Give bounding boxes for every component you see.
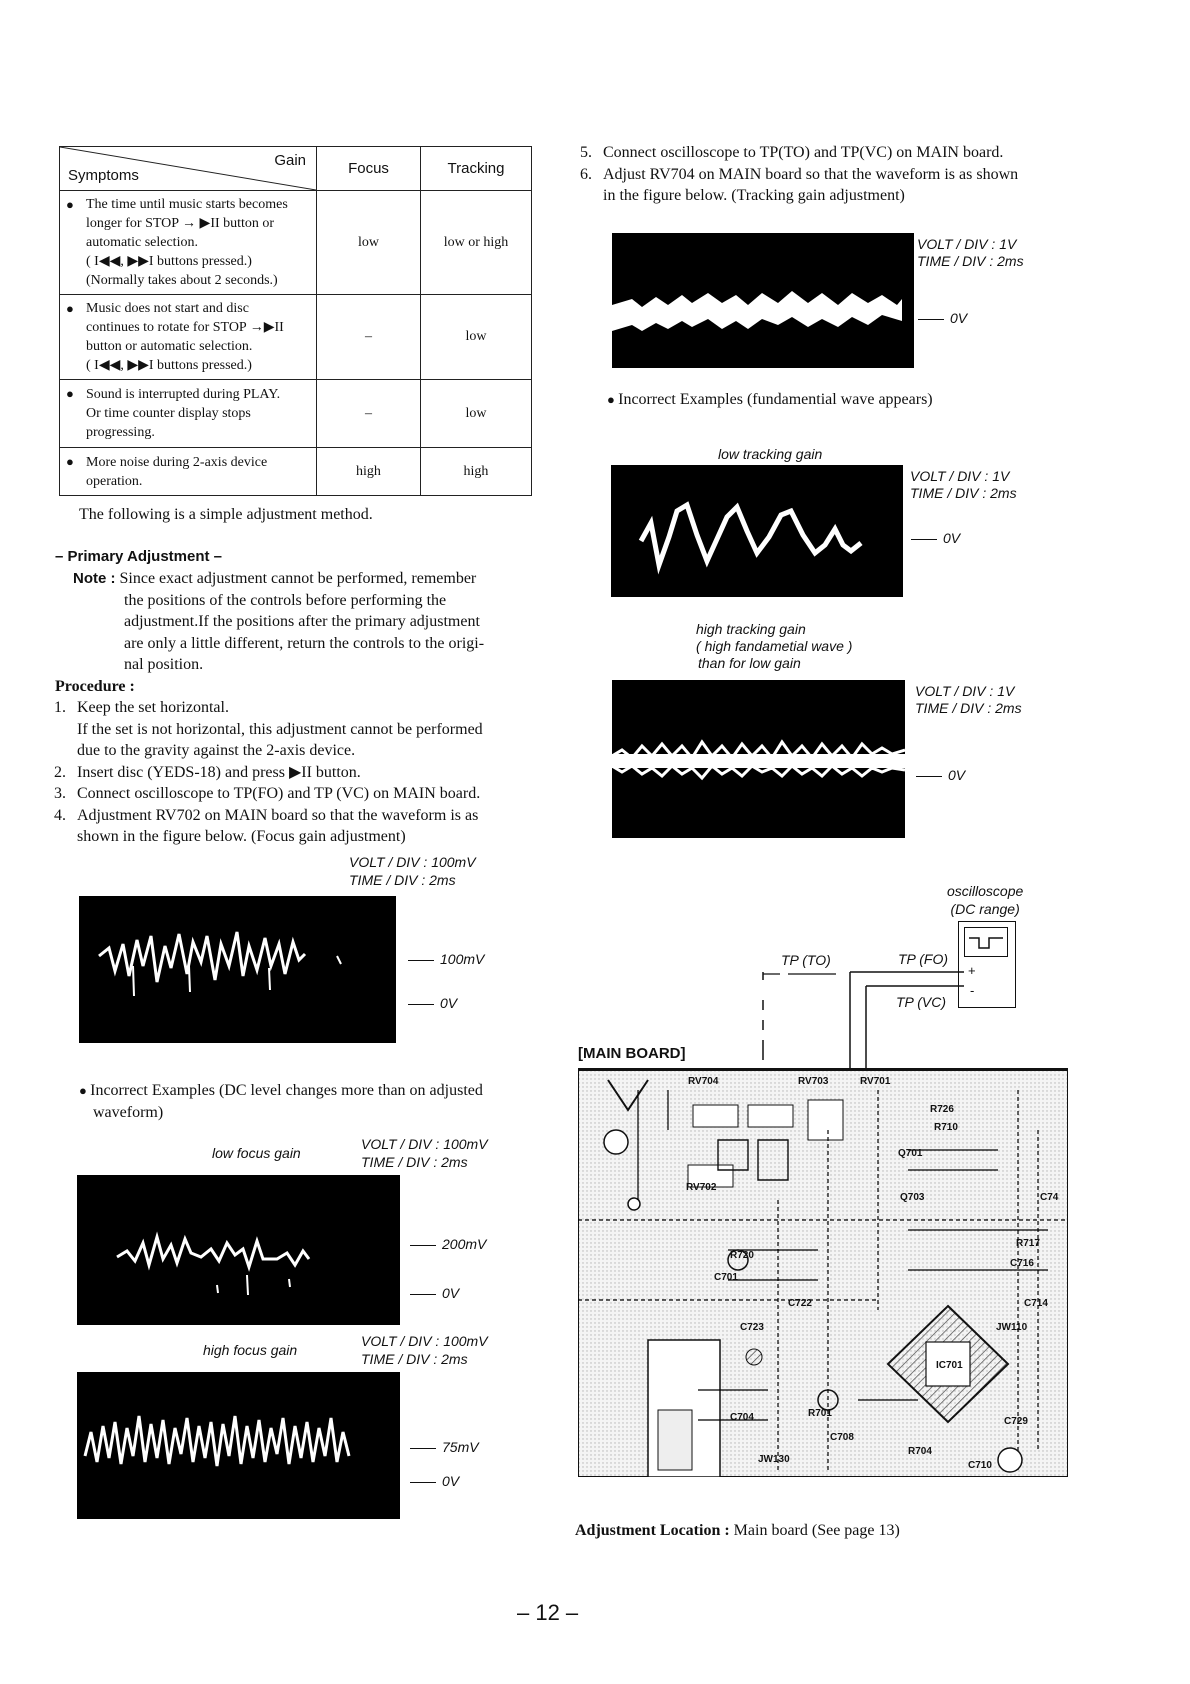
tracking-value: low (421, 295, 532, 380)
low-focus-gain-label: low focus gain (212, 1145, 301, 1161)
table-row: ● More noise during 2-axis device operation. high high (60, 448, 532, 496)
list-item: 6. Adjust RV704 on MAIN board so that the waveform is as shown in the figure below. (Tracking gain adjustment) (580, 165, 1019, 204)
main-board-pcb (578, 1068, 1068, 1477)
pcb-label: R701 (808, 1408, 832, 1419)
low-focus-settings: VOLT / DIV : 100mV TIME / DIV : 2ms (361, 1136, 488, 1170)
focus-0v-marker: 0V (408, 995, 457, 1011)
tracking-0v-marker: 0V (918, 310, 967, 326)
pcb-label: C74 (1040, 1192, 1059, 1203)
pcb-label: RV704 (688, 1076, 719, 1087)
gain-header: Gain (274, 152, 306, 169)
focus-100mv-marker: 100mV (408, 951, 484, 967)
intro-text: The following is a simple adjustment method. (79, 506, 373, 523)
tp-vc-label: TP (VC) (896, 994, 947, 1010)
high-focus-settings: VOLT / DIV : 100mV TIME / DIV : 2ms (361, 1333, 488, 1367)
high-tracking-settings: VOLT / DIV : 1V TIME / DIV : 2ms (915, 683, 1022, 716)
pcb-label: C714 (1024, 1298, 1048, 1309)
focus-gain-waveform (79, 896, 396, 1043)
list-item: 5. Connect oscilloscope to TP(TO) and TP(VC) on MAIN board. (580, 144, 1004, 161)
low-focus-0v-marker: 0V (410, 1285, 459, 1301)
pcb-label: C710 (968, 1460, 992, 1471)
tp-to-label: TP (TO) (781, 952, 831, 968)
probe-plus: + (968, 963, 976, 978)
tracking-steps (580, 142, 1060, 207)
focus-scope-settings: VOLT / DIV : 100mV TIME / DIV : 2ms (349, 854, 476, 888)
main-board-label: [MAIN BOARD] (578, 1045, 686, 1062)
low-tracking-0v-marker: 0V (911, 530, 960, 546)
high-focus-75mv-marker: 75mV (410, 1439, 479, 1455)
note-label: Note : (73, 570, 116, 587)
tracking-scope-settings: VOLT / DIV : 1V TIME / DIV : 2ms (917, 236, 1024, 269)
pcb-label: C729 (1004, 1416, 1028, 1427)
pcb-label: RV703 (798, 1076, 829, 1087)
pcb-label: RV701 (860, 1076, 891, 1087)
pcb-label: C704 (730, 1412, 754, 1423)
tracking-gain-waveform (612, 233, 914, 368)
table-header-diagonal-cell (60, 147, 317, 191)
low-focus-200mv-marker: 200mV (410, 1236, 486, 1252)
focus-header: Focus (317, 147, 421, 191)
pcb-label: R710 (934, 1122, 958, 1133)
focus-value: – (317, 295, 421, 380)
tracking-incorrect-heading: ● Incorrect Examples (fundamential wave appears) (607, 391, 933, 408)
low-tracking-settings: VOLT / DIV : 1V TIME / DIV : 2ms (910, 468, 1017, 501)
pcb-label: JW130 (758, 1454, 790, 1465)
tracking-header: Tracking (421, 147, 532, 191)
page-number: – 12 – (517, 1600, 579, 1625)
pcb-label: C722 (788, 1298, 812, 1309)
symptoms-table (59, 146, 532, 496)
pcb-label: JW110 (996, 1322, 1028, 1333)
tracking-value: low or high (421, 191, 532, 295)
high-tracking-gain-label: high tracking gain ( high fandametial wave ) than for low gain (696, 621, 853, 671)
pcb-label: C723 (740, 1322, 764, 1333)
probe-minus: - (970, 983, 975, 998)
list-item: 3. Connect oscilloscope to TP(FO) and TP (VC) on MAIN board. (54, 785, 481, 802)
pcb-label: Q703 (900, 1192, 925, 1203)
primary-adjustment-heading: – Primary Adjustment – (55, 548, 222, 565)
high-focus-gain-waveform (77, 1372, 400, 1519)
pcb-label: Q701 (898, 1148, 923, 1159)
high-focus-0v-marker: 0V (410, 1473, 459, 1489)
list-item: 4. Adjustment RV702 on MAIN board so that the waveform is as shown in the figure below. (Focus gain adjustment) (54, 806, 479, 845)
low-tracking-gain-label: low tracking gain (718, 446, 823, 462)
pcb-label: C716 (1010, 1258, 1034, 1269)
focus-value: high (317, 448, 421, 496)
focus-incorrect-heading: ● Incorrect Examples (DC level changes more than on adjusted waveform) (79, 1082, 483, 1121)
procedure-label: Procedure : (55, 678, 135, 695)
tracking-value: high (421, 448, 532, 496)
tracking-value: low (421, 380, 532, 448)
focus-value: – (317, 380, 421, 448)
procedure-steps (54, 697, 544, 848)
pcb-label: C701 (714, 1272, 738, 1283)
pcb-label: R717 (1016, 1238, 1040, 1249)
adjustment-location-caption: Adjustment Location : Main board (See page 13) (575, 1522, 900, 1539)
low-focus-gain-waveform (77, 1175, 400, 1325)
list-item: 1. Keep the set horizontal. If the set is not horizontal, this adjustment cannot be performed due to the gravity against the 2-axis device. (54, 699, 483, 759)
pcb-label: C708 (830, 1432, 854, 1443)
focus-value: low (317, 191, 421, 295)
low-tracking-gain-waveform (611, 465, 903, 597)
high-tracking-0v-marker: 0V (916, 767, 965, 783)
table-row: ● Sound is interrupted during PLAY. Or time counter display stops progressing. – low (60, 380, 532, 448)
pcb-label: RV702 (686, 1182, 717, 1193)
high-tracking-gain-waveform (612, 680, 905, 838)
pcb-label: R726 (930, 1104, 954, 1115)
pcb-label: IC701 (936, 1360, 963, 1371)
list-item: 2. Insert disc (YEDS-18) and press ▶II button. (54, 763, 361, 781)
oscilloscope-label: oscilloscope (DC range) (947, 883, 1024, 917)
high-focus-gain-label: high focus gain (203, 1342, 298, 1358)
oscilloscope-icon (964, 927, 1008, 957)
tp-fo-label: TP (FO) (898, 951, 949, 967)
table-row: ● Music does not start and disc continues to rotate for STOP →▶II button or automatic selection. ( I◀◀, ▶▶I buttons pressed.) – low (60, 295, 532, 380)
symptoms-header: Symptoms (68, 167, 139, 184)
table-row: ● The time until music starts becomes longer for STOP → ▶II button or automatic selection. ( I◀◀, ▶▶I buttons pressed.) (Normally takes about 2 seconds.) low low or high (60, 191, 532, 295)
pcb-label: R720 (730, 1250, 754, 1261)
note-block: Note : Since exact adjustment cannot be performed, remember the positions of the controls before performing the adjustment.If the positions after the primary adjustment are only a little different, return the controls to the origi- nal position. (73, 570, 485, 673)
pcb-label: R704 (908, 1446, 932, 1457)
